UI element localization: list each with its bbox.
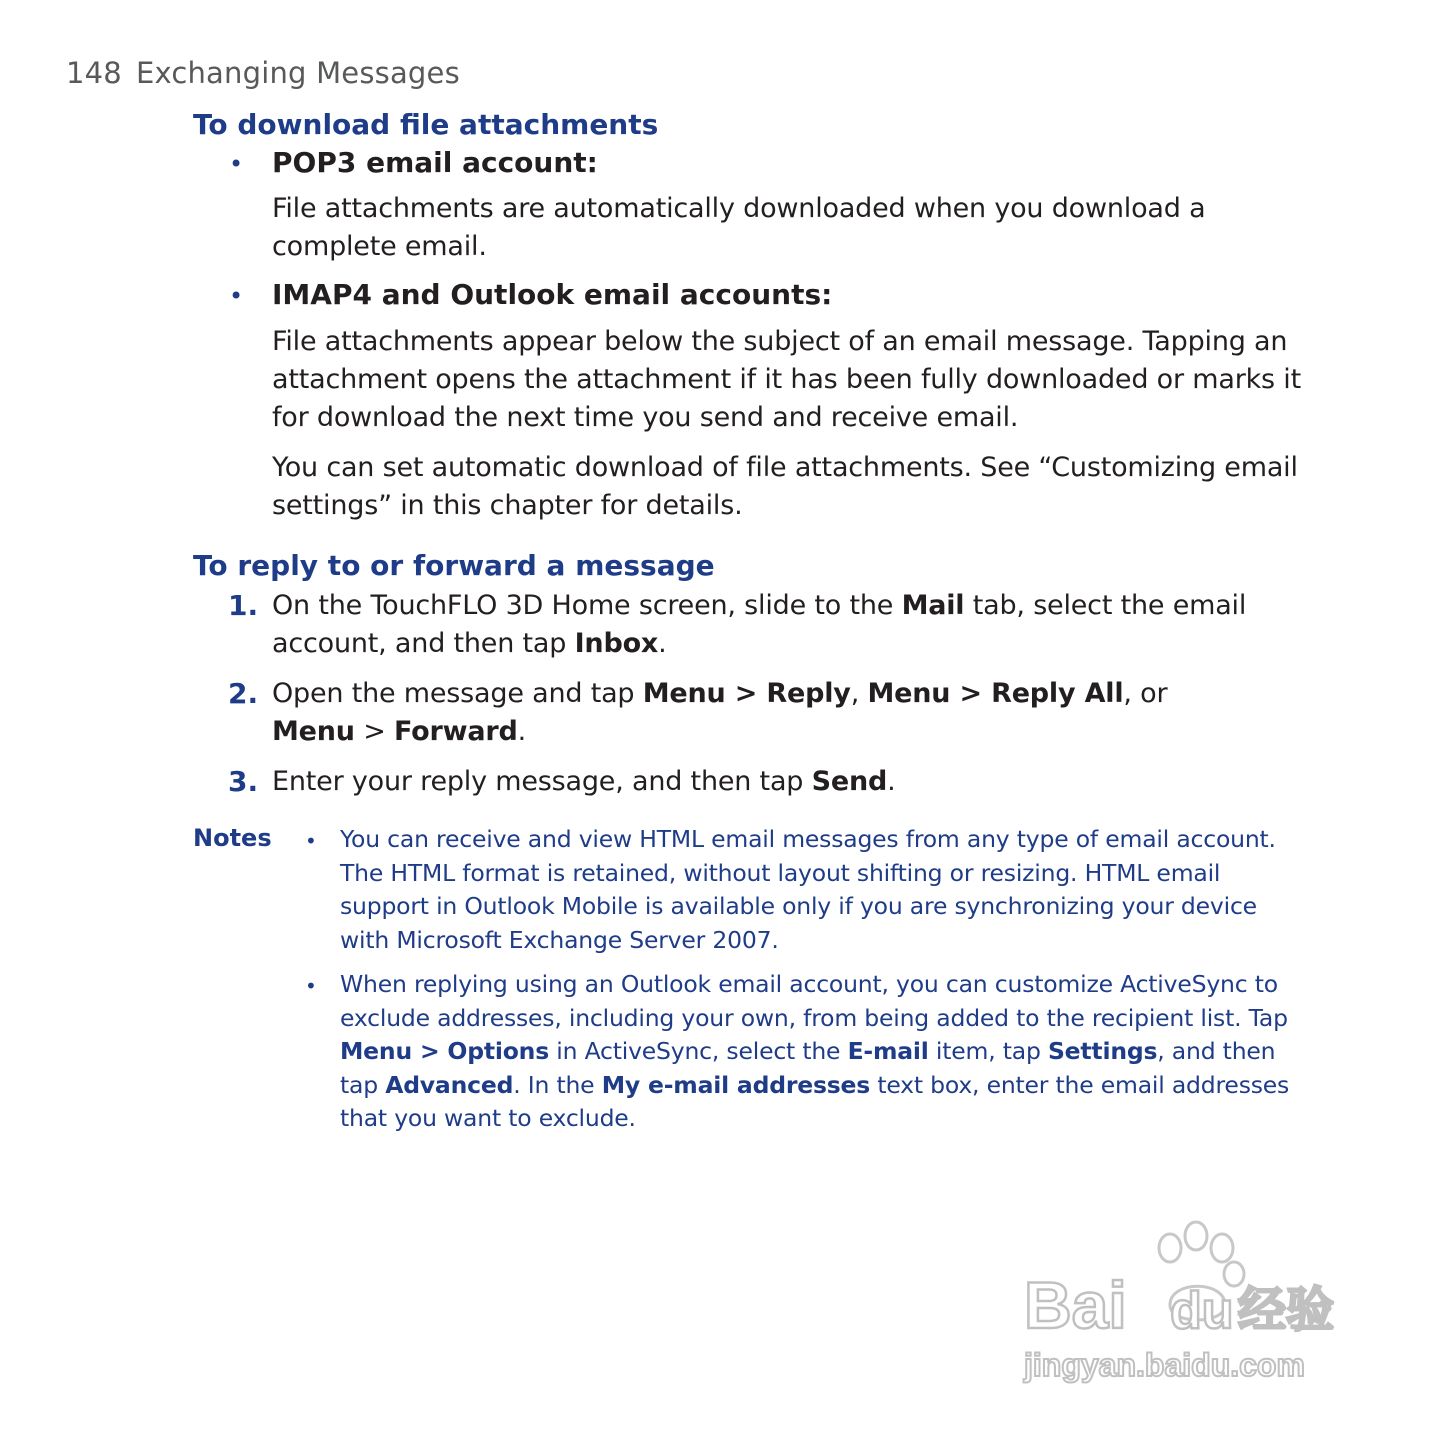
- note-text-1: You can receive and view HTML email messages from any type of email account. The HTML format is retained, without layout shifting or resizing. HTML email support in Outlook Mobile is available only if you are synchronizing your device with Microsoft Exchange Server 2007.: [340, 825, 1276, 954]
- ui-term: My e-mail addresses: [601, 1070, 871, 1099]
- svg-text:jingyan.baidu.com: jingyan.baidu.com: [1024, 1347, 1305, 1383]
- page-number: 148: [66, 56, 122, 90]
- svg-text:du: du: [1170, 1282, 1234, 1340]
- bullet-dot: •: [229, 282, 244, 310]
- ui-term: Menu > Reply: [642, 678, 851, 709]
- ui-term: Inbox: [574, 628, 659, 659]
- note-bullet-dot: •: [305, 974, 317, 998]
- ui-term: Settings: [1047, 1037, 1158, 1066]
- step-text-2: Open the message and tap Menu > Reply, Menu > Reply All, or Menu > Forward.: [272, 678, 1168, 747]
- section-heading-download: To download file attachments: [193, 108, 659, 141]
- ui-term: E-mail: [847, 1037, 929, 1066]
- step-number: 3.: [228, 765, 259, 798]
- step-text-1: On the TouchFLO 3D Home screen, slide to the Mail tab, select the email account, and then tap Inbox.: [272, 590, 1247, 659]
- step-text-3: Enter your reply message, and then tap Send.: [272, 766, 896, 797]
- notes-label: Notes: [193, 824, 272, 852]
- item-title-pop3: POP3 email account:: [272, 146, 598, 179]
- page-header: [66, 56, 460, 90]
- svg-text:经验: 经验: [1238, 1284, 1335, 1337]
- note-text-2: When replying using an Outlook email account, you can customize ActiveSync to exclude addresses, including your own, from being added to the recipient list. Tap Menu > Options in ActiveSync, select the E-mail item, tap Settings, and then tap Advanced. In the My e-mail addresses text box, enter the email addresses that you want to exclude.: [340, 970, 1290, 1133]
- ui-term: Menu > Reply All: [867, 678, 1124, 709]
- paragraph-pop3: File attachments are automatically downloaded when you download a complete email.: [272, 193, 1206, 262]
- paragraph-imap4-2: You can set automatic download of file attachments. See “Customizing email settings” in this chapter for details.: [272, 452, 1298, 521]
- bullet-dot: •: [229, 150, 244, 178]
- note-bullet-dot: •: [305, 829, 317, 853]
- ui-term: Menu: [272, 716, 355, 747]
- item-title-imap4: IMAP4 and Outlook email accounts:: [272, 278, 833, 311]
- paragraph-imap4-1: File attachments appear below the subject of an email message. Tapping an attachment opens the attachment if it has been fully downloaded or marks it for download the next time you send and receive email.: [272, 326, 1301, 433]
- chapter-title: Exchanging Messages: [135, 56, 460, 90]
- ui-term: Forward: [394, 716, 518, 747]
- svg-text:Bai: Bai: [1024, 1268, 1127, 1342]
- ui-term: Mail: [901, 590, 965, 621]
- ui-term: Menu > Options: [340, 1037, 549, 1066]
- section-heading-reply: To reply to or forward a message: [193, 549, 715, 582]
- baidu-jingyan-watermark-logo: [1020, 1200, 1360, 1390]
- step-number: 2.: [228, 677, 259, 710]
- step-number: 1.: [228, 589, 259, 622]
- ui-term: Advanced: [385, 1070, 514, 1099]
- ui-term: Send: [811, 766, 888, 797]
